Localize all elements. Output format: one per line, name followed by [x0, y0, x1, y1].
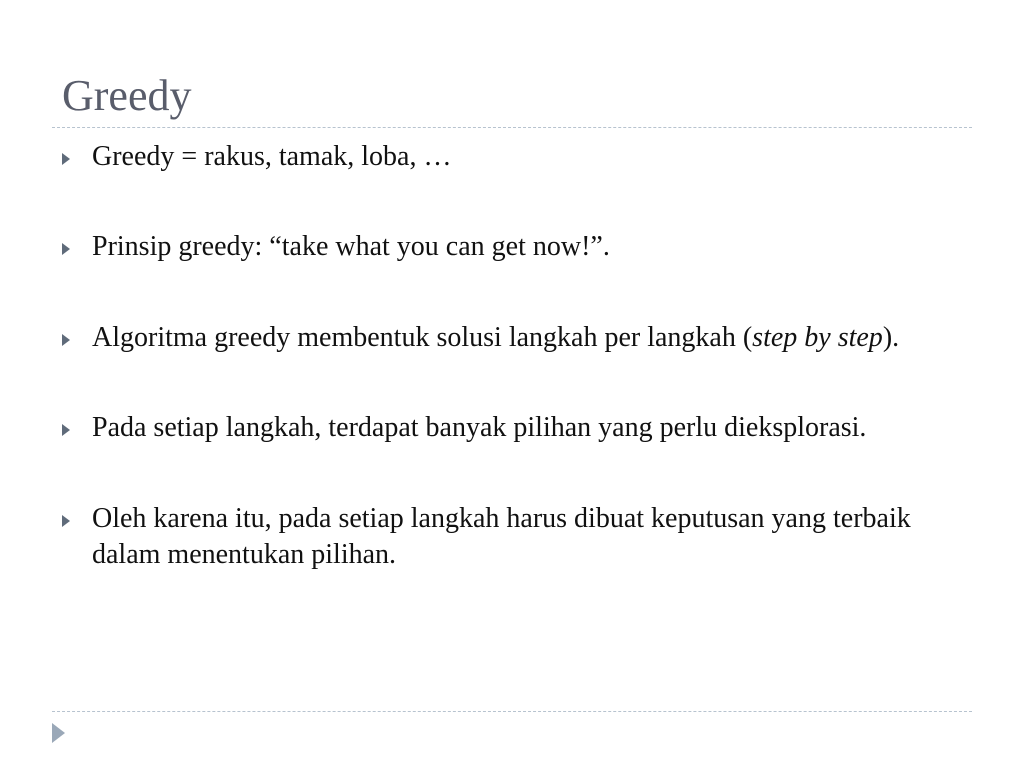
triangle-right-icon [62, 515, 70, 527]
next-slide-arrow-icon[interactable] [52, 723, 65, 743]
bullet-text [92, 320, 962, 356]
footer-divider [52, 711, 972, 712]
bullet-item [62, 139, 962, 175]
bullet-item [62, 229, 962, 265]
bullet-text-part: Algoritma greedy membentuk solusi langkah per langkah ( [92, 322, 753, 353]
bullet-text: Prinsip greedy: “take what you can get now!”. [92, 231, 610, 262]
bullet-item [62, 501, 962, 573]
bullet-text: Greedy = rakus, tamak, loba, … [92, 141, 452, 172]
triangle-right-icon [62, 334, 70, 346]
bullet-item [62, 320, 962, 356]
triangle-right-icon [62, 424, 70, 436]
bullet-text-part: ). [882, 322, 900, 353]
triangle-right-icon [62, 153, 70, 165]
slide-title: Greedy [62, 71, 192, 120]
bullet-item [62, 410, 962, 446]
bullet-text: Oleh karena itu, pada setiap langkah harus dibuat keputusan yang terbaik dalam menentukan pilihan. [92, 503, 911, 570]
bullet-list [62, 139, 962, 573]
title-divider [52, 127, 972, 128]
bullet-text-italic: step by step [752, 322, 883, 353]
triangle-right-icon [62, 243, 70, 255]
bullet-text: Pada setiap langkah, terdapat banyak pilihan yang perlu dieksplorasi. [92, 412, 867, 443]
